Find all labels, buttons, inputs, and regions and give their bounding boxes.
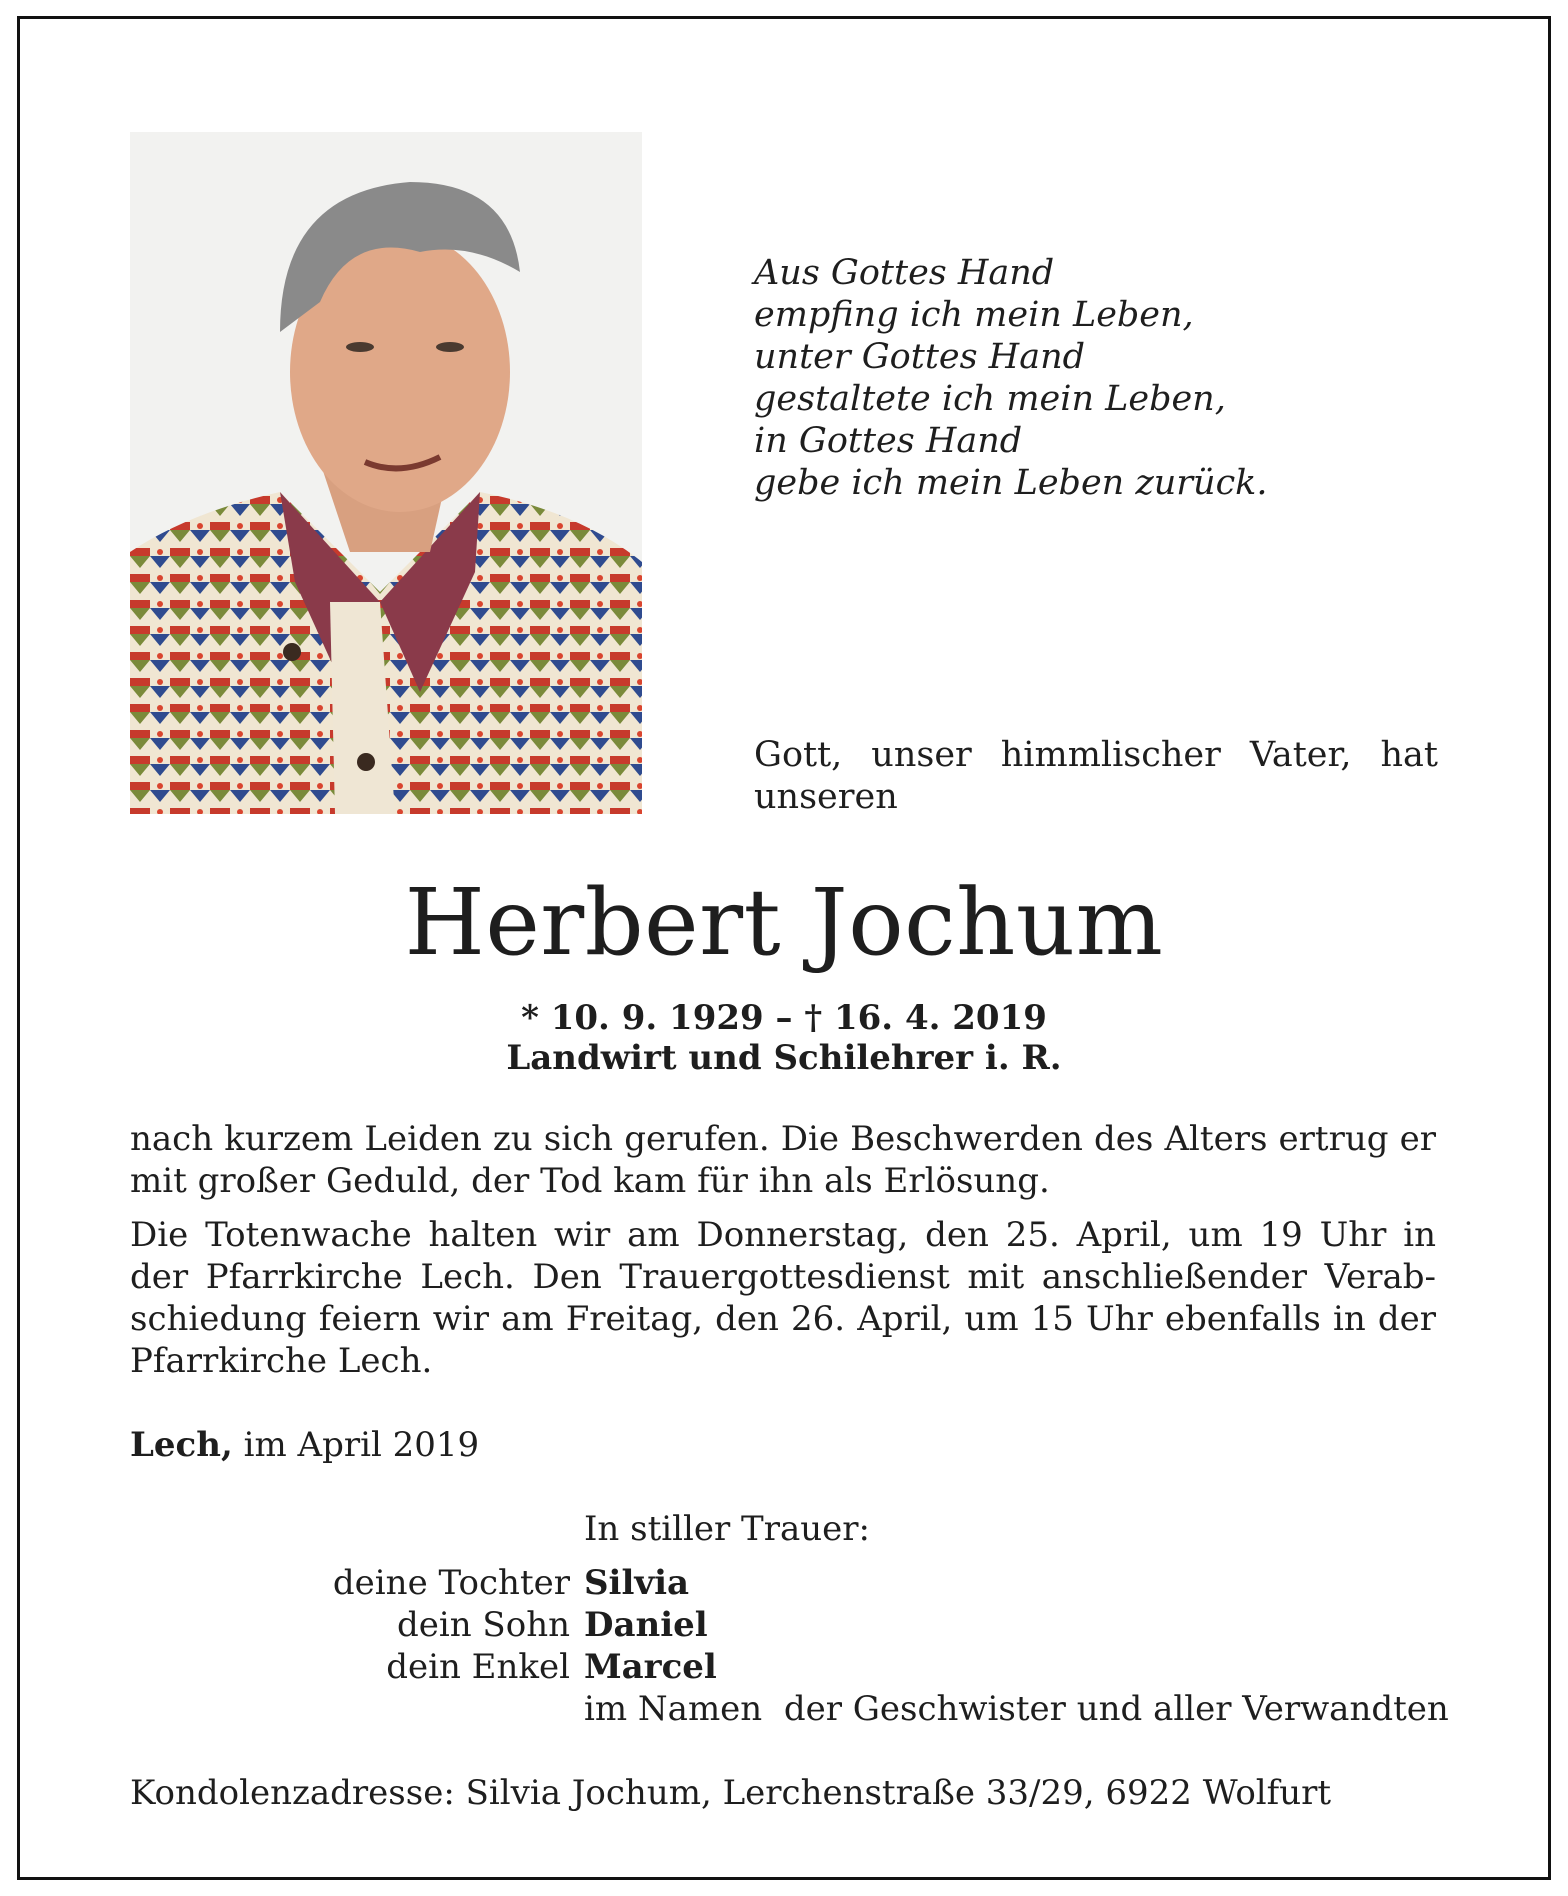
mourner-name: Marcel	[584, 1647, 717, 1687]
intro-word: himmlischer	[1000, 735, 1221, 775]
mourner-name: Daniel	[584, 1605, 708, 1645]
text-line: der Pfarrkirche Lech. Den Trauergottesdienst mit anschließender Verab-	[130, 1257, 1436, 1297]
deceased-name: Herbert Jochum	[404, 869, 1164, 976]
mourner-relation: deine Tochter	[332, 1563, 570, 1603]
mourners-heading: In stiller Trauer:	[584, 1509, 870, 1549]
intro-word: Gott,	[754, 735, 843, 775]
mourners-list	[130, 1562, 1449, 1730]
mourner-row	[130, 1604, 1449, 1646]
poem-line: in Gottes Hand	[754, 421, 1023, 461]
paragraph-ceremony	[130, 1214, 1436, 1382]
paragraph-passing	[130, 1118, 1436, 1202]
mourner-row	[130, 1646, 1449, 1688]
intro-word: unser	[871, 735, 972, 775]
poem	[754, 252, 1454, 504]
life-dates: * 10. 9. 1929 – † 16. 4. 2019	[521, 998, 1047, 1038]
intro-line-2: unseren	[754, 777, 898, 817]
mourner-row	[130, 1688, 1449, 1730]
intro-word: hat	[1380, 735, 1438, 775]
condolence-address: Kondolenzadresse: Silvia Jochum, Lerchenstraße 33/29, 6922 Wolfurt	[130, 1773, 1332, 1813]
text-line: schiedung feiern wir am Freitag, den 26. April, um 15 Uhr ebenfalls in der	[130, 1299, 1436, 1339]
mourner-relation: dein Sohn	[396, 1605, 570, 1645]
mourners-closing: im Namen der Geschwister und aller Verwandten	[584, 1689, 1449, 1729]
poem-line: gestaltete ich mein Leben,	[754, 379, 1226, 419]
text-line: mit großer Geduld, der Tod kam für ihn als Erlösung.	[130, 1161, 1050, 1201]
text-line: Pfarrkirche Lech.	[130, 1341, 433, 1381]
mourner-name: Silvia	[584, 1563, 690, 1603]
intro-word: Vater,	[1249, 735, 1352, 775]
text-line: nach kurzem Leiden zu sich gerufen. Die Beschwerden des Alters ertrug er	[130, 1119, 1436, 1159]
poem-line: empfing ich mein Leben,	[754, 295, 1194, 335]
date: im April 2019	[243, 1425, 480, 1465]
occupation: Landwirt und Schilehrer i. R.	[506, 1038, 1062, 1078]
portrait-photo	[130, 132, 642, 814]
poem-line: unter Gottes Hand	[754, 337, 1086, 377]
intro-text	[754, 734, 1438, 818]
text-line: Die Totenwache halten wir am Donnerstag, den 25. April, um 19 Uhr in	[130, 1215, 1436, 1255]
place-date	[130, 1424, 479, 1466]
poem-line: Aus Gottes Hand	[754, 253, 1055, 293]
poem-line: gebe ich mein Leben zurück.	[754, 463, 1268, 503]
place: Lech,	[130, 1425, 233, 1465]
justified-line	[130, 1118, 1436, 1160]
mourner-row	[130, 1562, 1449, 1604]
mourner-relation: dein Enkel	[386, 1647, 570, 1687]
